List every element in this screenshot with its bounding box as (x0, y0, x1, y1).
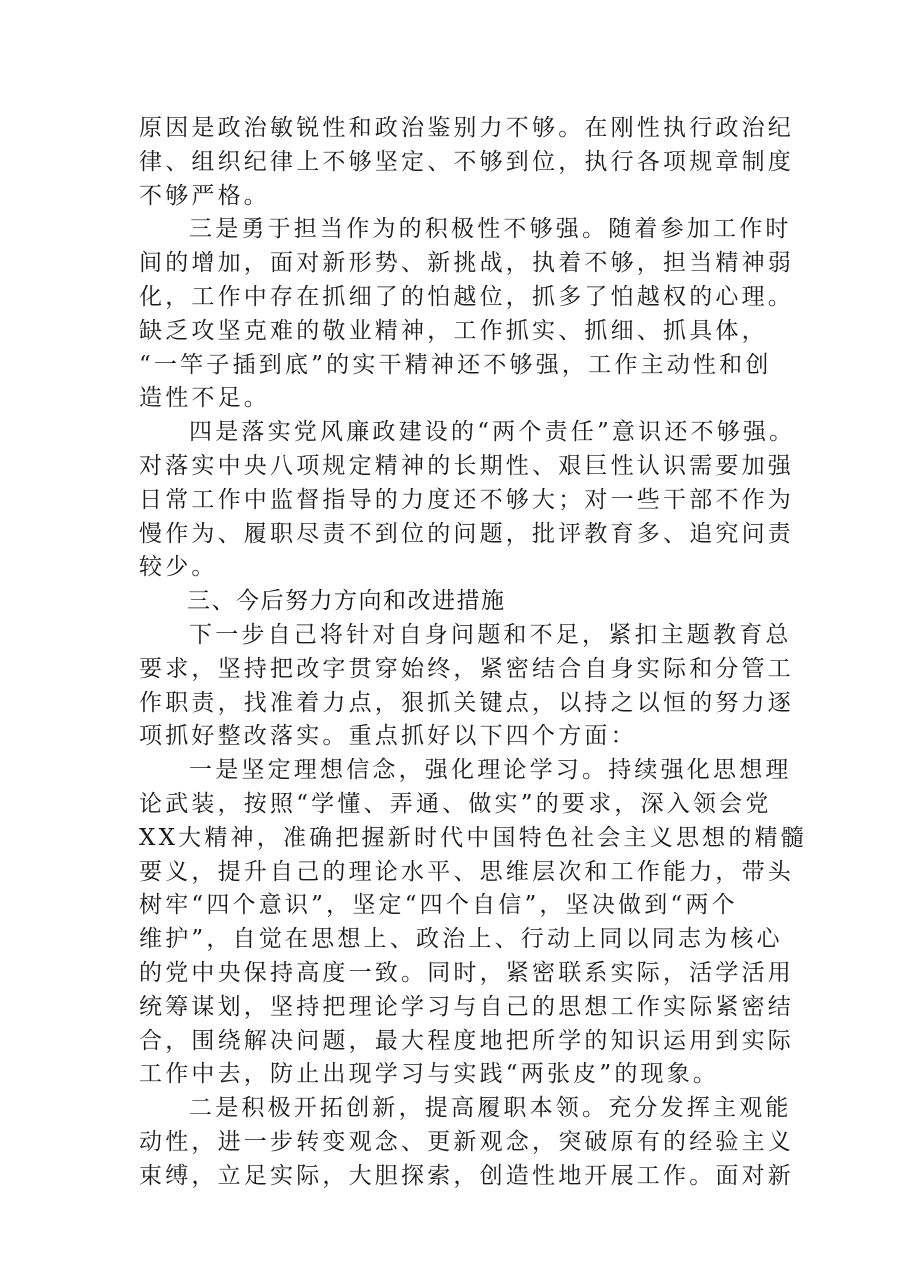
text-line: 造性不足。 (139, 385, 270, 412)
text-line: XX大精神，准确把握新时代中国特色社会主义思想的精髓 (139, 824, 807, 851)
text-line: 不够严格。 (139, 182, 270, 209)
text-line: 项抓好整改落实。重点抓好以下四个方面： (139, 723, 637, 750)
text-line: 对落实中央八项规定精神的长期性、艰巨性认识需要加强 (139, 452, 794, 479)
text-line: 工作中去，防止出现学习与实践“两张皮”的现象。 (139, 1061, 720, 1088)
text-line: 日常工作中监督指导的力度还不够大；对一些干部不作为 (139, 486, 794, 513)
text-line: 树牢“四个意识”，坚定“四个自信”，坚决做到“两个 (139, 892, 738, 919)
text-line: 律、组织纪律上不够坚定、不够到位，执行各项规章制度 (139, 148, 794, 175)
text-line: 论武装，按照“学懂、弄通、做实”的要求，深入领会党 (139, 790, 772, 817)
text-line: 化，工作中存在抓细了的怕越位，抓多了怕越权的心理。 (139, 283, 794, 310)
text-line: 束缚，立足实际，大胆探索，创造性地开展工作。面对新 (139, 1162, 794, 1189)
text-line: “一竿子插到底”的实干精神还不够强，工作主动性和创 (139, 351, 772, 378)
text-line: 的党中央保持高度一致。同时，紧密联系实际，活学活用 (139, 959, 794, 986)
text-line: 统筹谋划，坚持把理论学习与自己的思想工作实际紧密结 (139, 993, 794, 1020)
text-line: 要义，提升自己的理论水平、思维层次和工作能力，带头 (139, 858, 794, 885)
paragraph-start-line: 一是坚定理想信念，强化理论学习。持续强化思想理 (189, 757, 792, 784)
section-heading: 三、今后努力方向和改进措施 (187, 588, 506, 615)
text-line: 间的增加，面对新形势、新挑战，执着不够，担当精神弱 (139, 250, 794, 277)
text-line: 缺乏攻坚克难的敬业精神，工作抓实、抓细、抓具体， (139, 317, 768, 344)
text-line: 要求，坚持把改字贯穿始终，紧密结合自身实际和分管工 (139, 655, 794, 682)
document-body (139, 112, 819, 1194)
paragraph-start-line: 下一步自己将针对自身问题和不足，紧扣主题教育总 (189, 621, 792, 648)
paragraph-start-line: 四是落实党风廉政建设的“两个责任”意识还不够强。 (189, 419, 796, 446)
paragraph-start-line: 二是积极开拓创新，提高履职本领。充分发挥主观能 (189, 1095, 792, 1122)
text-line: 动性，进一步转变观念、更新观念，突破原有的经验主义 (139, 1128, 794, 1155)
text-line: 维护”，自觉在思想上、政治上、行动上同以同志为核心 (139, 926, 783, 953)
text-line: 作职责，找准着力点，狠抓关键点，以持之以恒的努力逐 (139, 689, 794, 716)
text-line: 慢作为、履职尽责不到位的问题，批评教育多、追究问责 (139, 520, 794, 547)
paragraph-start-line: 三是勇于担当作为的积极性不够强。随着参加工作时 (189, 216, 792, 243)
text-line: 原因是政治敏锐性和政治鉴别力不够。在刚性执行政治纪 (139, 115, 794, 141)
text-line: 合，围绕解决问题，最大程度地把所学的知识运用到实际 (139, 1027, 794, 1054)
text-line: 较少。 (139, 554, 218, 581)
